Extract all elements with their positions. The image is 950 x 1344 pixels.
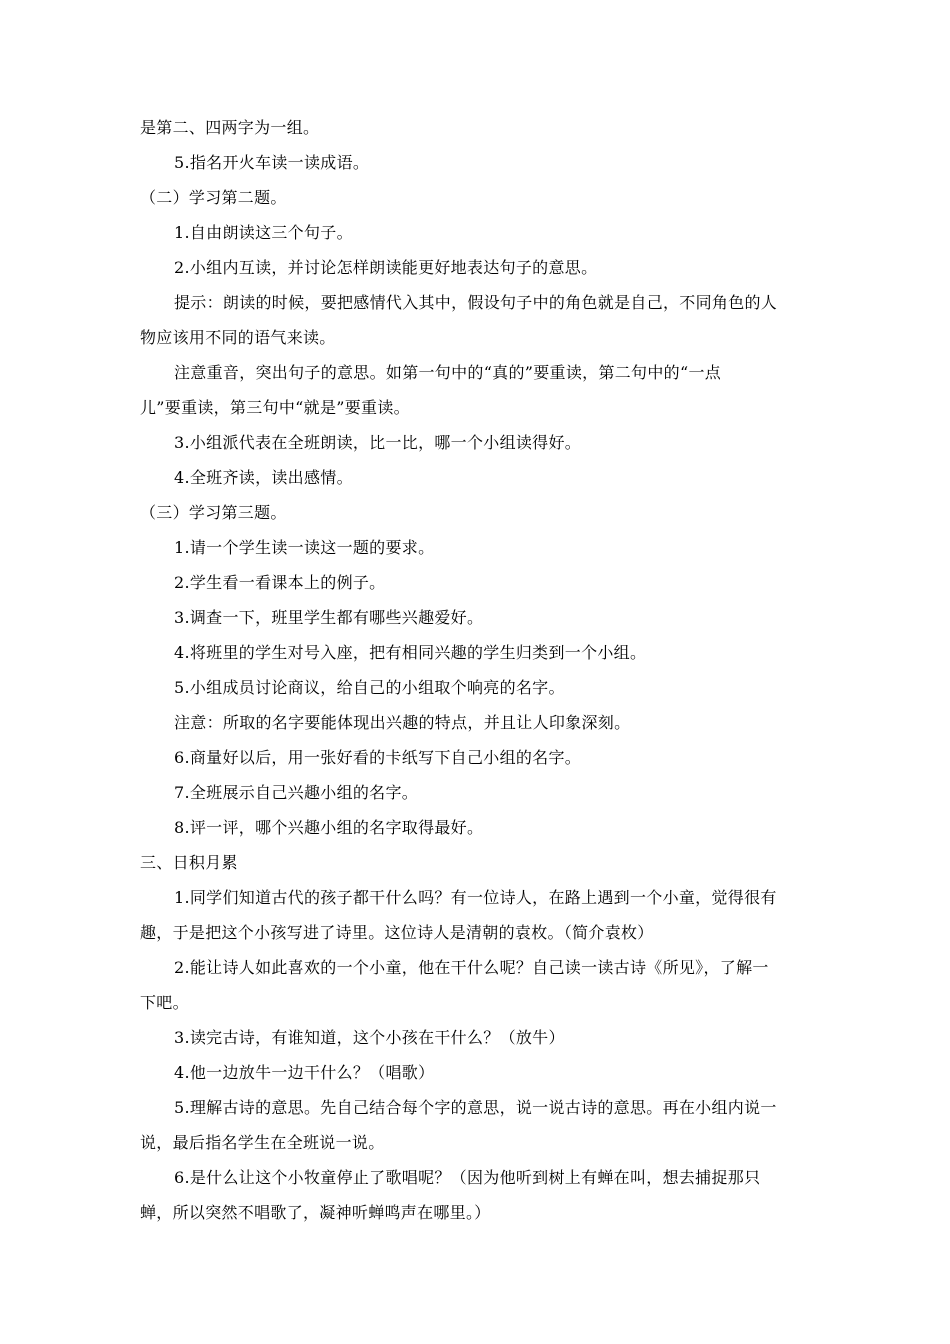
- text-line: 趣，于是把这个小孩写进了诗里。这位诗人是清朝的袁枚。（简介袁枚）: [140, 923, 654, 942]
- text-line: 儿”要重读，第三句中“就是”要重读。: [140, 398, 410, 417]
- text-line: 注意：所取的名字要能体现出兴趣的特点，并且让人印象深刻。: [174, 713, 631, 732]
- text-line: 2.能让诗人如此喜欢的一个小童，他在干什么呢？自己读一读古诗《所见》，了解一: [174, 958, 769, 977]
- text-line: 6.是什么让这个小牧童停止了歌唱呢？（因为他听到树上有蝉在叫，想去捕捉那只: [174, 1168, 761, 1187]
- text-line: 是第二、四两字为一组。: [140, 118, 320, 137]
- section-heading: 三、日积月累: [140, 853, 238, 872]
- text-line: 下吧。: [140, 993, 189, 1012]
- text-line: 2.学生看一看课本上的例子。: [174, 573, 386, 592]
- text-line: 4.全班齐读，读出感情。: [174, 468, 353, 487]
- text-line: 提示：朗读的时候，要把感情代入其中，假设句子中的角色就是自己，不同角色的人: [174, 293, 778, 312]
- text-line: 8.评一评，哪个兴趣小组的名字取得最好。: [174, 818, 484, 837]
- text-line: 1.自由朗读这三个句子。: [174, 223, 353, 242]
- text-line: 5.理解古诗的意思。先自己结合每个字的意思，说一说古诗的意思。再在小组内说一: [174, 1098, 777, 1117]
- text-line: 物应该用不同的语气来读。: [140, 328, 336, 347]
- text-line: 1.同学们知道古代的孩子都干什么吗？有一位诗人，在路上遇到一个小童，觉得很有: [174, 888, 777, 907]
- text-line: 5.小组成员讨论商议，给自己的小组取个响亮的名字。: [174, 678, 565, 697]
- text-line: 7.全班展示自己兴趣小组的名字。: [174, 783, 419, 802]
- section-heading: （二）学习第二题。: [140, 188, 287, 207]
- text-line: 4.将班里的学生对号入座，把有相同兴趣的学生归类到一个小组。: [174, 643, 647, 662]
- text-line: 蝉，所以突然不唱歌了，凝神听蝉鸣声在哪里。）: [140, 1203, 491, 1222]
- section-heading: （三）学习第三题。: [140, 503, 287, 522]
- text-line: 1.请一个学生读一读这一题的要求。: [174, 538, 435, 557]
- text-line: 3.小组派代表在全班朗读，比一比，哪一个小组读得好。: [174, 433, 582, 452]
- text-line: 5.指名开火车读一读成语。: [174, 153, 370, 172]
- text-line: 2.小组内互读，并讨论怎样朗读能更好地表达句子的意思。: [174, 258, 598, 277]
- text-line: 注意重音，突出句子的意思。如第一句中的“真的”要重读，第二句中的“一点: [174, 363, 722, 382]
- text-line: 说，最后指名学生在全班说一说。: [140, 1133, 385, 1152]
- text-line: 4.他一边放牛一边干什么？（唱歌）: [174, 1063, 435, 1082]
- text-line: 3.读完古诗，有谁知道，这个小孩在干什么？（放牛）: [174, 1028, 565, 1047]
- text-line: 6.商量好以后，用一张好看的卡纸写下自己小组的名字。: [174, 748, 582, 767]
- text-line: 3.调查一下，班里学生都有哪些兴趣爱好。: [174, 608, 484, 627]
